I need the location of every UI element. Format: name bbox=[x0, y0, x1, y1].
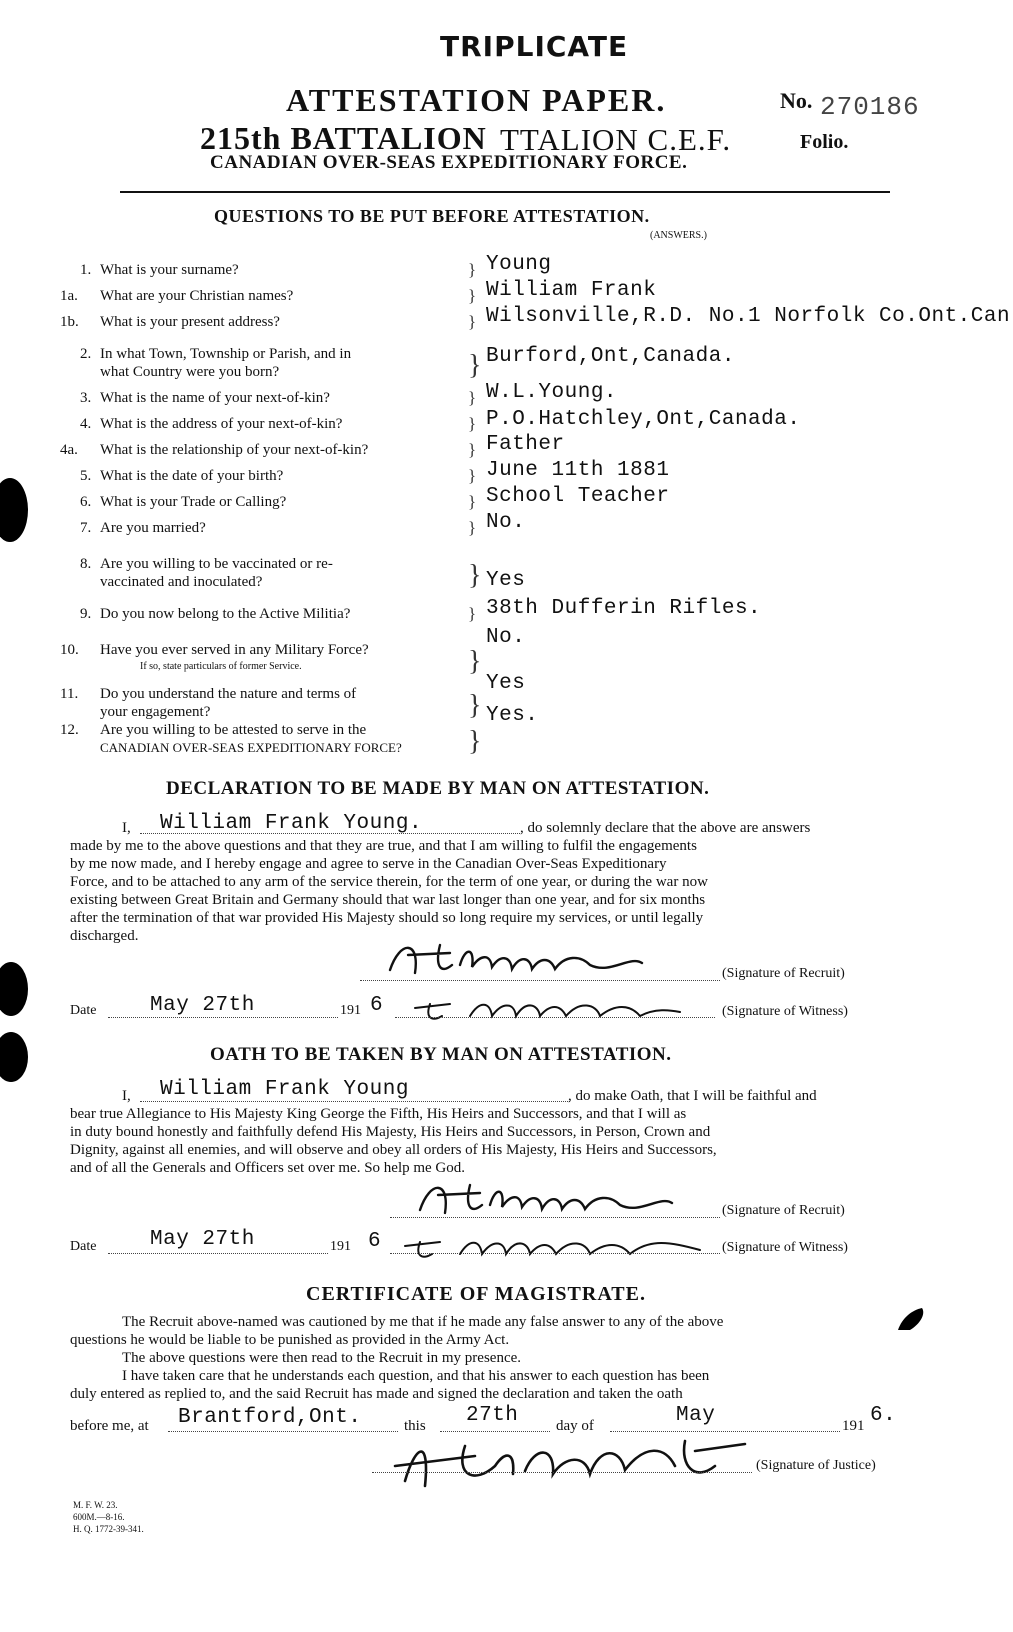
justice-sig-label: (Signature of Justice) bbox=[756, 1458, 876, 1473]
question-text-cont: If so, state particulars of former Service. bbox=[140, 661, 302, 672]
magistrate-year-digit: 6. bbox=[870, 1404, 897, 1427]
question-number: 1a. bbox=[60, 288, 78, 304]
question-number: 11. bbox=[60, 686, 79, 702]
question-number: 3. bbox=[80, 390, 92, 406]
answer-value: P.O.Hatchley,Ont,Canada. bbox=[486, 408, 801, 431]
answer-value: Wilsonville,R.D. No.1 Norfolk Co.Ont.Can bbox=[486, 305, 1011, 328]
answer-value: Yes. bbox=[486, 704, 539, 727]
answer-value: W.L.Young. bbox=[486, 381, 618, 404]
oath-line-4: Dignity, against all enemies, and will observe and obey all orders of His Majesty, His Heirs and Successors, bbox=[70, 1142, 717, 1158]
declaration-date-label: Date bbox=[70, 1003, 97, 1018]
declaration-line-6: after the termination of that war provided His Majesty should so long require my services, or until legally bbox=[70, 910, 704, 926]
magistrate-day-label: day of bbox=[556, 1418, 594, 1434]
declaration-witness-sig-line bbox=[395, 1017, 715, 1018]
question-number: 4. bbox=[80, 416, 92, 432]
declaration-line-2: made by me to the above questions and that they are true, and that I am willing to fulfil the engagements bbox=[70, 838, 697, 854]
answer-brace: } bbox=[468, 492, 477, 511]
answer-value: No. bbox=[486, 511, 526, 534]
question-number: 1. bbox=[80, 262, 92, 278]
declaration-i-label: I, bbox=[122, 820, 131, 836]
magistrate-this-label: this bbox=[404, 1418, 426, 1434]
oath-line-3: in duty bound honestly and faithfully defend His Majesty, His Heirs and Successors, in Person, Crown and bbox=[70, 1124, 711, 1140]
oath-date-label: Date bbox=[70, 1239, 97, 1254]
declaration-line-5: existing between Great Britain and Germany should that war last longer than one year, and for six months bbox=[70, 892, 706, 908]
declaration-witness-sig-label: (Signature of Witness) bbox=[722, 1004, 848, 1019]
magistrate-line-2: questions he would be liable to be punished as provided in the Army Act. bbox=[70, 1332, 510, 1348]
magistrate-line-3: The above questions were then read to the Recruit in my presence. bbox=[122, 1350, 522, 1366]
magistrate-year-prefix: 191 bbox=[842, 1418, 865, 1434]
question-text: What is the name of your next-of-kin? bbox=[100, 390, 330, 406]
declaration-date-value: May 27th bbox=[150, 994, 255, 1017]
oath-name: William Frank Young bbox=[160, 1078, 409, 1101]
answer-brace: } bbox=[468, 726, 482, 757]
declaration-name: William Frank Young. bbox=[160, 812, 423, 835]
question-number: 1b. bbox=[60, 314, 79, 330]
answers-label: (ANSWERS.) bbox=[650, 230, 707, 241]
answer-brace: } bbox=[468, 690, 482, 721]
question-text: What is your Trade or Calling? bbox=[100, 494, 287, 510]
punch-hole-top bbox=[0, 478, 28, 542]
answer-value: No. bbox=[486, 626, 526, 649]
oath-witness-sig-line bbox=[390, 1253, 720, 1254]
question-text-cont: CANADIAN OVER-SEAS EXPEDITIONARY FORCE? bbox=[100, 740, 402, 755]
witness-signature-1 bbox=[410, 990, 710, 1030]
answer-brace: } bbox=[468, 604, 477, 623]
answer-brace: } bbox=[468, 440, 477, 459]
question-text: In what Town, Township or Parish, and in bbox=[100, 346, 352, 362]
document-title: ATTESTATION PAPER. bbox=[286, 82, 667, 118]
declaration-year-prefix: 191 bbox=[340, 1003, 361, 1018]
magistrate-before-label: before me, at bbox=[70, 1418, 149, 1434]
answer-brace: } bbox=[468, 286, 477, 305]
question-text: What is your surname? bbox=[100, 262, 239, 278]
oath-year-prefix: 191 bbox=[330, 1239, 351, 1254]
oath-name-line bbox=[140, 1101, 570, 1102]
magistrate-place-line bbox=[168, 1431, 398, 1432]
recruit-signature-1 bbox=[380, 935, 680, 985]
ink-blot bbox=[890, 1300, 930, 1340]
magistrate-day-value: 27th bbox=[466, 1404, 519, 1427]
answer-value: Yes bbox=[486, 569, 526, 592]
questions-heading: QUESTIONS TO BE PUT BEFORE ATTESTATION. bbox=[214, 206, 650, 226]
battalion-printed: TTALION C.E.F. bbox=[500, 122, 732, 157]
answer-brace: } bbox=[468, 466, 477, 485]
oath-date-line bbox=[108, 1253, 328, 1254]
battalion-stamp: 215th BATTALION bbox=[200, 120, 487, 156]
answer-brace: } bbox=[468, 312, 477, 331]
question-text: Are you willing to be attested to serve in the bbox=[100, 722, 367, 738]
oath-line-2: bear true Allegiance to His Majesty King George the Fifth, His Heirs and Successors, and that I will as bbox=[70, 1106, 687, 1122]
magistrate-line-5: duly entered as replied to, and the said Recruit has made and signed the declaration and taken the oath bbox=[70, 1386, 683, 1402]
declaration-recruit-sig-line bbox=[360, 980, 720, 981]
answer-value: Yes bbox=[486, 672, 526, 695]
force-name: CANADIAN OVER-SEAS EXPEDITIONARY FORCE. bbox=[210, 152, 688, 173]
punch-hole-middle-1 bbox=[0, 962, 28, 1016]
oath-date-value: May 27th bbox=[150, 1228, 255, 1251]
question-number: 10. bbox=[60, 642, 79, 658]
question-text: Do you understand the nature and terms of bbox=[100, 686, 357, 702]
question-text-cont: what Country were you born? bbox=[100, 364, 280, 380]
folio-label: Folio. bbox=[800, 131, 849, 153]
answer-brace: } bbox=[468, 646, 482, 677]
declaration-heading: DECLARATION TO BE MADE BY MAN ON ATTESTATION. bbox=[166, 778, 710, 799]
witness-signature-2 bbox=[400, 1228, 720, 1268]
magistrate-line-4: I have taken care that he understands each question, and that his answer to each question has been bbox=[122, 1368, 710, 1384]
magistrate-line-1: The Recruit above-named was cautioned by me that if he made any false answer to any of the above bbox=[122, 1314, 724, 1330]
answer-value: June 11th 1881 bbox=[486, 459, 670, 482]
magistrate-heading: CERTIFICATE OF MAGISTRATE. bbox=[306, 1283, 646, 1305]
declaration-year-digit: 6 bbox=[370, 994, 384, 1017]
question-number: 9. bbox=[80, 606, 92, 622]
question-text: What is the address of your next-of-kin? bbox=[100, 416, 343, 432]
justice-signature bbox=[385, 1426, 805, 1496]
answer-value: William Frank bbox=[486, 279, 657, 302]
question-text: Are you married? bbox=[100, 520, 206, 536]
answer-brace: } bbox=[468, 388, 477, 407]
answer-value: Father bbox=[486, 433, 565, 456]
footer-code-2: 600M.—8-16. bbox=[73, 1512, 125, 1522]
document-no-value: 270186 bbox=[820, 92, 920, 122]
magistrate-place: Brantford,Ont. bbox=[178, 1406, 362, 1429]
question-text-cont: vaccinated and inoculated? bbox=[100, 574, 263, 590]
declaration-line-3: by me now made, and I hereby engage and agree to serve in the Canadian Over-Seas Expeditionary bbox=[70, 856, 667, 872]
footer-code-3: H. Q. 1772-39-341. bbox=[73, 1524, 144, 1534]
magistrate-month-value: May bbox=[676, 1404, 716, 1427]
answer-brace: } bbox=[468, 350, 482, 381]
oath-year-digit: 6 bbox=[368, 1230, 382, 1253]
answer-value: Burford,Ont,Canada. bbox=[486, 345, 735, 368]
header-rule bbox=[120, 191, 890, 193]
declaration-line-4: Force, and to be attached to any arm of the service therein, for the term of one year, or during the war now bbox=[70, 874, 708, 890]
question-number: 5. bbox=[80, 468, 92, 484]
question-number: 4a. bbox=[60, 442, 78, 458]
question-text: What are your Christian names? bbox=[100, 288, 294, 304]
answer-brace: } bbox=[468, 518, 477, 537]
declaration-recruit-sig-label: (Signature of Recruit) bbox=[722, 966, 845, 981]
question-number: 8. bbox=[80, 556, 92, 572]
question-number: 12. bbox=[60, 722, 79, 738]
punch-hole-middle-2 bbox=[0, 1032, 28, 1082]
answer-value: Young bbox=[486, 253, 552, 276]
question-text: What is the date of your birth? bbox=[100, 468, 284, 484]
question-text: What is the relationship of your next-of-kin? bbox=[100, 442, 369, 458]
declaration-name-line bbox=[140, 833, 520, 834]
answer-value: School Teacher bbox=[486, 485, 670, 508]
answer-brace: } bbox=[468, 260, 477, 279]
copy-mark: TRIPLICATE bbox=[440, 30, 629, 63]
answer-brace: } bbox=[468, 414, 477, 433]
declaration-date-line bbox=[108, 1017, 338, 1018]
oath-line-5: and of all the Generals and Officers set over me. So help me God. bbox=[70, 1160, 466, 1176]
oath-recruit-sig-line bbox=[390, 1217, 720, 1218]
answer-brace: } bbox=[468, 560, 482, 591]
footer-code-1: M. F. W. 23. bbox=[73, 1500, 118, 1510]
justice-sig-line bbox=[372, 1472, 752, 1473]
oath-heading: OATH TO BE TAKEN BY MAN ON ATTESTATION. bbox=[210, 1044, 672, 1065]
declaration-line-1: , do solemnly declare that the above are answers bbox=[520, 820, 811, 836]
oath-witness-sig-label: (Signature of Witness) bbox=[722, 1240, 848, 1255]
question-text: Have you ever served in any Military Force? bbox=[100, 642, 369, 658]
question-number: 6. bbox=[80, 494, 92, 510]
declaration-line-7: discharged. bbox=[70, 928, 139, 944]
question-text: Are you willing to be vaccinated or re- bbox=[100, 556, 333, 572]
answer-value: 38th Dufferin Rifles. bbox=[486, 597, 762, 620]
question-text: What is your present address? bbox=[100, 314, 280, 330]
question-text-cont: your engagement? bbox=[100, 704, 211, 720]
oath-i-label: I, bbox=[122, 1088, 131, 1104]
oath-recruit-sig-label: (Signature of Recruit) bbox=[722, 1203, 845, 1218]
question-number: 7. bbox=[80, 520, 92, 536]
question-text: Do you now belong to the Active Militia? bbox=[100, 606, 351, 622]
oath-line-1: , do make Oath, that I will be faithful and bbox=[568, 1088, 817, 1104]
document-no-label: No. bbox=[780, 88, 813, 113]
question-number: 2. bbox=[80, 346, 92, 362]
